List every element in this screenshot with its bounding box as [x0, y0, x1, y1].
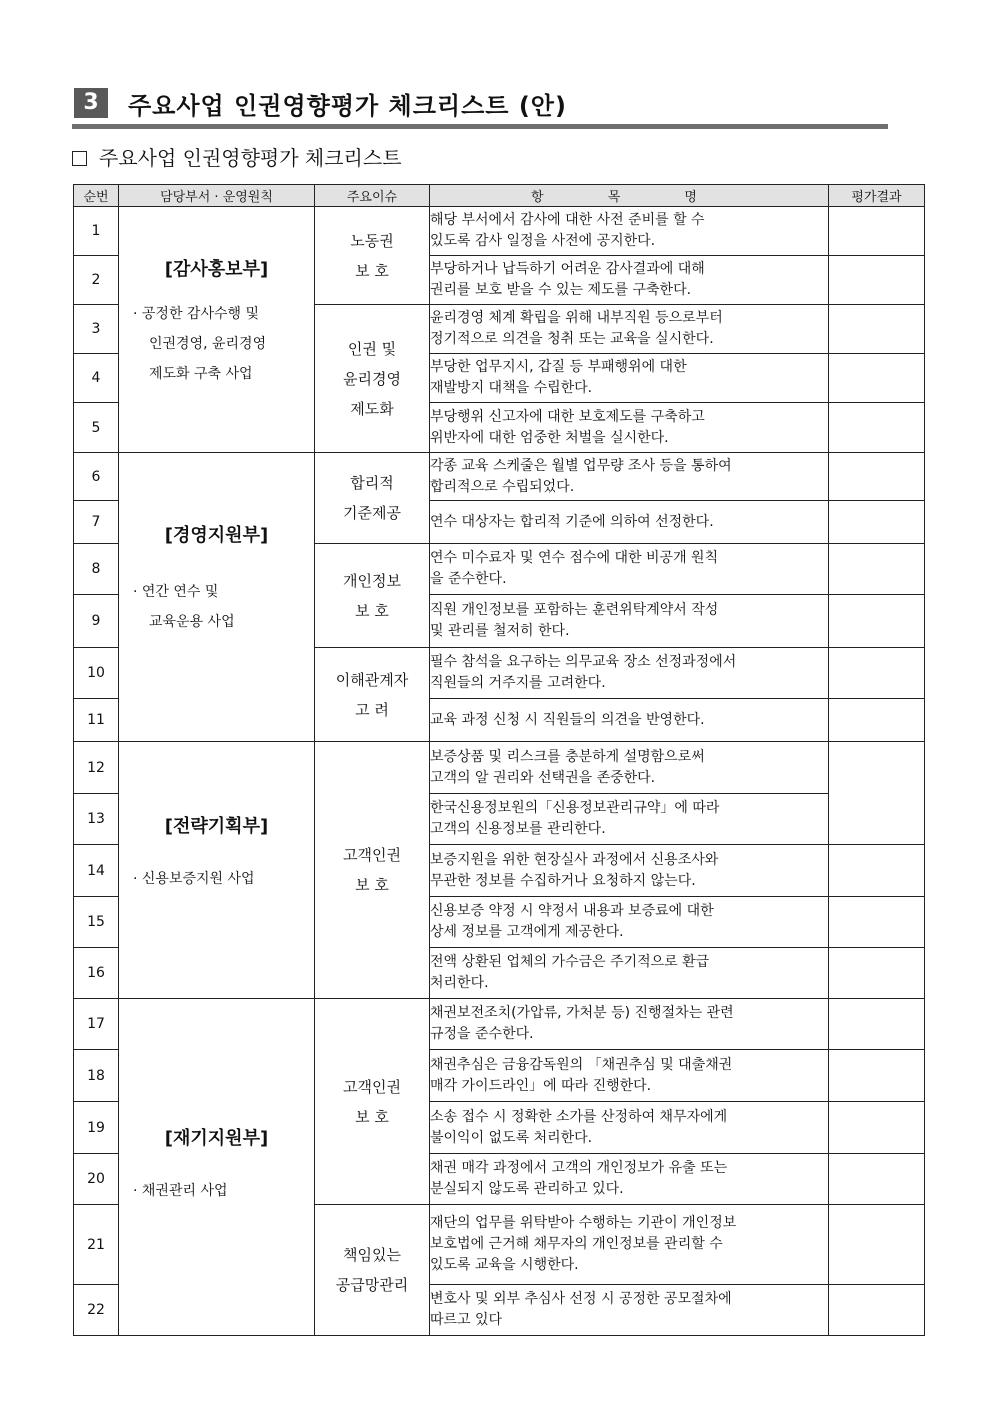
item-line: 한국신용정보원의「신용정보관리규약」에 따라 [430, 800, 720, 816]
result-cell[interactable] [829, 897, 925, 948]
dept-description-line: 교육운용 사업 [149, 614, 235, 630]
checklist-subtitle [72, 142, 402, 171]
item-line: 고객의 알 권리와 선택권을 존중한다. [430, 769, 656, 786]
square-bullet-icon [72, 151, 87, 166]
row-number: 5 [74, 403, 119, 453]
dept-name: [경영지원부] [164, 525, 269, 546]
row-number: 2 [74, 256, 119, 305]
item-cell [430, 1154, 829, 1205]
result-cell[interactable] [829, 999, 925, 1050]
item-line: 부당행위 신고자에 대한 보호제도를 구축하고 [430, 408, 705, 425]
heading-underline [72, 124, 888, 129]
row-number: 7 [74, 501, 119, 544]
item-cell [430, 544, 829, 595]
table-row [74, 742, 925, 794]
issue-line: 고객인권 [343, 846, 401, 864]
item-line: 및 관리를 철저히 한다. [430, 623, 570, 639]
item-line: 신용보증 약정 시 약정서 내용과 보증료에 대한 [430, 903, 714, 919]
item-line: 권리를 보호 받을 수 있는 제도를 구축한다. [430, 282, 692, 298]
item-line: 채권추심은 금융감독원의 「채권추심 및 대출채권 [430, 1056, 733, 1073]
table-row [74, 999, 925, 1050]
issue-cell [315, 305, 430, 453]
issue-cell [315, 999, 430, 1205]
item-line: 있도록 감사 일정을 사전에 공지한다. [430, 233, 656, 249]
item-line: 을 준수한다. [430, 571, 507, 587]
dept-cell [119, 999, 315, 1336]
item-cell [430, 453, 829, 501]
result-cell[interactable] [829, 1102, 925, 1154]
result-cell[interactable] [829, 699, 925, 742]
row-number: 21 [74, 1205, 119, 1285]
item-line: 합리적으로 수립되었다. [430, 478, 575, 495]
row-number: 22 [74, 1285, 119, 1336]
dept-description-line: · 신용보증지원 사업 [133, 871, 255, 887]
dept-cell [119, 742, 315, 999]
item-line: 보증지원을 위한 현장실사 과정에서 신용조사와 [430, 851, 719, 868]
result-cell[interactable] [829, 1285, 925, 1336]
result-cell[interactable] [829, 1205, 925, 1285]
item-line: 상세 정보를 고객에게 제공한다. [430, 924, 624, 940]
section-heading [72, 84, 888, 120]
item-line: 채권보전조치(가압류, 가처분 등) 진행절차는 관련 [430, 1005, 734, 1021]
item-cell [430, 1205, 829, 1285]
item-line: 재단의 업무를 위탁받아 수행하는 기관이 개인정보 [430, 1215, 737, 1231]
result-cell[interactable] [829, 948, 925, 999]
dept-description-line: · 연간 연수 및 [133, 584, 219, 600]
dept-cell [119, 207, 315, 453]
item-line: 따르고 있다 [430, 1312, 503, 1328]
row-number: 20 [74, 1154, 119, 1205]
item-cell [430, 742, 829, 794]
issue-cell [315, 207, 430, 305]
item-line: 각종 교육 스케줄은 월별 업무량 조사 등을 통하여 [430, 457, 732, 474]
item-line: 연수 미수료자 및 연수 점수에 대한 비공개 원칙 [430, 550, 719, 566]
result-cell[interactable] [829, 207, 925, 256]
dept-name: [재기지원부] [164, 1128, 269, 1149]
issue-line: 고 려 [355, 700, 389, 719]
result-cell[interactable] [829, 544, 925, 595]
dept-description [119, 577, 314, 637]
item-cell [430, 595, 829, 648]
item-cell [430, 305, 829, 354]
issue-cell [315, 1205, 430, 1336]
header-result: 평가결과 [829, 185, 925, 207]
table-row [74, 207, 925, 256]
item-line: 부당하거나 납득하기 어려운 감사결과에 대해 [430, 261, 705, 277]
item-cell [430, 999, 829, 1050]
row-number: 11 [74, 699, 119, 742]
item-cell [430, 699, 829, 742]
dept-description [119, 1176, 314, 1206]
item-line: 교육 과정 신청 시 직원들의 의견을 반영한다. [430, 711, 705, 728]
issue-cell [315, 742, 430, 999]
item-line: 무관한 정보를 수집하거나 요청하지 않는다. [430, 872, 696, 889]
item-cell [430, 1102, 829, 1154]
section-title: 주요사업 인권영향평가 체크리스트 (안) [128, 92, 567, 120]
item-line: 부당한 업무지시, 갑질 등 부패행위에 대한 [430, 359, 687, 375]
issue-line: 합리적 [350, 474, 394, 492]
issue-line: 노동권 [350, 231, 394, 250]
row-number: 13 [74, 794, 119, 845]
item-cell [430, 256, 829, 305]
item-line: 직원들의 거주지를 고려한다. [430, 675, 606, 691]
item-cell [430, 845, 829, 897]
dept-name: [감사홍보부] [164, 259, 269, 280]
dept-cell [119, 453, 315, 742]
issue-cell [315, 544, 430, 648]
row-number: 16 [74, 948, 119, 999]
table-header-row [74, 185, 925, 207]
issue-cell [315, 453, 430, 544]
row-number: 1 [74, 207, 119, 256]
subtitle-text: 주요사업 인권영향평가 체크리스트 [99, 146, 402, 170]
item-line: 규정을 준수한다. [430, 1026, 534, 1042]
dept-description-line: 인권경영, 윤리경영 [149, 336, 267, 352]
item-cell [430, 648, 829, 699]
dept-content [119, 999, 314, 1206]
issue-line: 개인정보 [343, 571, 401, 590]
item-line: 고객의 신용정보를 관리한다. [430, 821, 606, 837]
issue-line: 보 호 [355, 1107, 389, 1126]
item-cell [430, 501, 829, 544]
item-line: 위반자에 대한 엄중한 처벌을 실시한다. [430, 429, 669, 446]
result-cell[interactable] [829, 403, 925, 453]
item-line: 보호법에 근거해 채무자의 개인정보를 관리할 수 [430, 1236, 723, 1252]
item-cell [430, 1050, 829, 1102]
result-cell[interactable] [829, 354, 925, 403]
checklist-table [73, 184, 925, 1336]
issue-line: 책임있는 [343, 1246, 401, 1264]
row-number: 15 [74, 897, 119, 948]
item-cell [430, 207, 829, 256]
issue-line: 기준제공 [343, 504, 401, 522]
item-line: 있도록 교육을 시행한다. [430, 1257, 579, 1273]
item-line: 소송 접수 시 정확한 소가를 산정하여 채무자에게 [430, 1108, 728, 1125]
issue-cell [315, 648, 430, 742]
result-cell[interactable] [829, 648, 925, 699]
dept-description [119, 864, 314, 894]
item-cell [430, 403, 829, 453]
row-number: 12 [74, 742, 119, 794]
row-number: 8 [74, 544, 119, 595]
row-number: 6 [74, 453, 119, 501]
header-no: 순번 [74, 185, 119, 207]
row-number: 17 [74, 999, 119, 1050]
item-line: 연수 대상자는 합리적 기준에 의하여 선정한다. [430, 513, 714, 530]
dept-description-line: 제도화 구축 사업 [149, 366, 253, 382]
item-line: 정기적으로 의견을 청취 또는 교육을 실시한다. [430, 331, 714, 347]
issue-line: 이해관계자 [335, 670, 409, 689]
item-line: 변호사 및 외부 추심사 선정 시 공정한 공모절차에 [430, 1291, 732, 1307]
dept-description [119, 299, 314, 389]
issue-line: 고객인권 [343, 1077, 401, 1096]
dept-description-line: · 채권관리 사업 [133, 1183, 228, 1199]
row-number: 19 [74, 1102, 119, 1154]
row-number: 4 [74, 354, 119, 403]
item-line: 처리한다. [430, 975, 489, 991]
issue-line: 보 호 [355, 601, 389, 620]
row-number: 14 [74, 845, 119, 897]
row-number: 10 [74, 648, 119, 699]
section-number-badge: 3 [74, 88, 108, 118]
item-cell [430, 1285, 829, 1336]
item-line: 전액 상환된 업체의 가수금은 주기적으로 환급 [430, 954, 710, 970]
header-dept: 담당부서 · 운영원칙 [119, 185, 315, 207]
dept-description-line: · 공정한 감사수행 및 [133, 306, 259, 322]
result-cell[interactable] [829, 453, 925, 501]
result-cell[interactable] [829, 1154, 925, 1205]
result-cell[interactable] [829, 595, 925, 648]
result-cell[interactable] [829, 845, 925, 897]
item-cell [430, 897, 829, 948]
item-line: 불이익이 없도록 처리한다. [430, 1129, 593, 1146]
result-cell[interactable] [829, 1050, 925, 1102]
issue-line: 보 호 [355, 261, 389, 280]
result-cell[interactable] [829, 742, 925, 845]
item-line: 직원 개인정보를 포함하는 훈련위탁계약서 작성 [430, 602, 719, 618]
item-line: 재발방지 대책을 수립한다. [430, 380, 593, 396]
dept-content [119, 207, 314, 389]
item-line: 보증상품 및 리스크를 충분하게 설명함으로써 [430, 748, 705, 765]
item-line: 윤리경영 체계 확립을 위해 내부직원 등으로부터 [430, 310, 723, 326]
table-row [74, 453, 925, 501]
item-line: 필수 참석을 요구하는 의무교육 장소 선정과정에서 [430, 654, 737, 670]
result-cell[interactable] [829, 256, 925, 305]
dept-content [119, 453, 314, 637]
row-number: 9 [74, 595, 119, 648]
item-cell [430, 948, 829, 999]
item-line: 해당 부서에서 감사에 대한 사전 준비를 할 수 [430, 212, 705, 228]
item-line: 채권 매각 과정에서 고객의 개인정보가 유출 또는 [430, 1160, 728, 1176]
issue-line: 인권 및 [347, 339, 397, 358]
header-item: 항 목 명 [430, 185, 829, 207]
issue-line: 제도화 [350, 399, 394, 418]
issue-line: 윤리경영 [343, 369, 401, 388]
header-issue: 주요이슈 [315, 185, 430, 207]
row-number: 18 [74, 1050, 119, 1102]
issue-line: 공급망관리 [335, 1276, 409, 1294]
dept-content [119, 742, 314, 894]
row-number: 3 [74, 305, 119, 354]
result-cell[interactable] [829, 501, 925, 544]
issue-line: 보 호 [355, 876, 389, 894]
item-line: 매각 가이드라인」에 따라 진행한다. [430, 1077, 652, 1094]
result-cell[interactable] [829, 305, 925, 354]
dept-name: [전략기획부] [164, 816, 269, 837]
item-cell [430, 794, 829, 845]
item-line: 분실되지 않도록 관리하고 있다. [430, 1181, 624, 1197]
item-cell [430, 354, 829, 403]
